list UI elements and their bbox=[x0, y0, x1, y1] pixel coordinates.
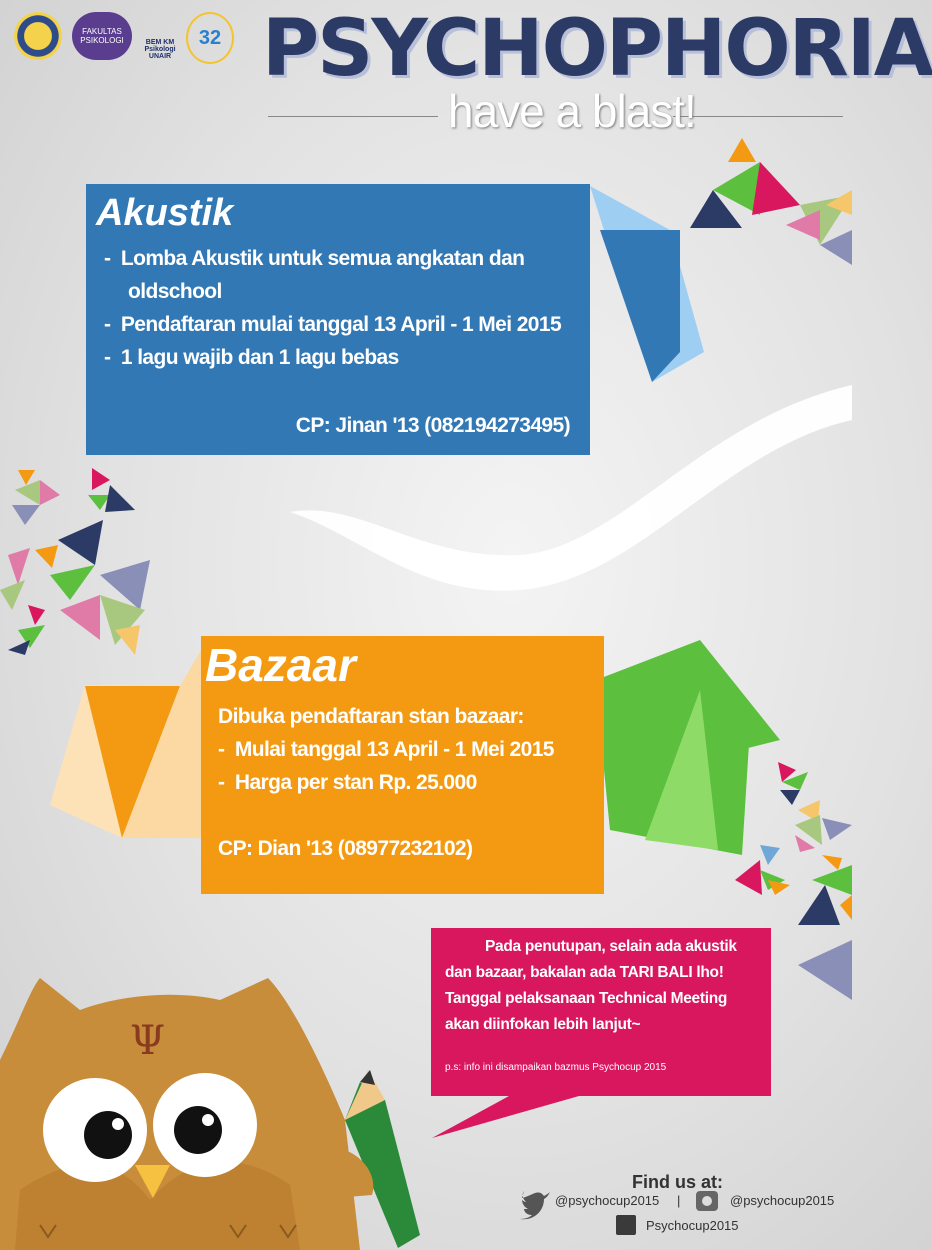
note-line-2: dan bazaar, bakalan ada TARI BALI lho! bbox=[445, 964, 724, 981]
facebook-page[interactable]: Psychocup2015 bbox=[646, 1218, 739, 1233]
tagline-row bbox=[268, 86, 843, 142]
akustik-contact: CP: Jinan '13 (082194273495) bbox=[295, 414, 570, 437]
akustik-bullet-1-cont: oldschool bbox=[128, 280, 222, 303]
note-bubble-tail bbox=[432, 1090, 600, 1138]
bazaar-contact: CP: Dian '13 (08977232102) bbox=[218, 837, 473, 860]
note-line-4: akan diinfokan lebih lanjut~ bbox=[445, 1016, 641, 1033]
psi-symbol: Ψ bbox=[130, 1018, 166, 1064]
owl-mascot bbox=[0, 978, 420, 1250]
bazaar-heading: Bazaar bbox=[205, 639, 356, 691]
anniversary-32-logo: 32 bbox=[186, 12, 234, 64]
facebook-icon bbox=[616, 1215, 636, 1235]
unair-seal-logo bbox=[14, 12, 62, 60]
akustik-fold-dark bbox=[600, 230, 680, 382]
note-line-3: Tanggal pelaksanaan Technical Meeting bbox=[445, 990, 728, 1007]
bazaar-intro: Dibuka pendaftaran stan bazaar: bbox=[218, 705, 524, 728]
tagline-rule-right bbox=[673, 116, 843, 117]
bem-logo: BEM KM Psikologi UNAIR bbox=[144, 39, 176, 60]
akustik-bullet-2: - Pendaftaran mulai tanggal 13 April - 1 Mei 2015 bbox=[104, 313, 562, 336]
fakultas-psikologi-logo: FAKULTAS PSIKOLOGI bbox=[72, 12, 132, 60]
bazaar-bullet-2: - Harga per stan Rp. 25.000 bbox=[218, 771, 477, 794]
akustik-bullet-1: - Lomba Akustik untuk semua angkatan dan bbox=[104, 247, 525, 270]
instagram-handle[interactable]: @psychocup2015 bbox=[730, 1193, 835, 1208]
akustik-heading: Akustik bbox=[96, 192, 234, 234]
twitter-handle[interactable]: @psychocup2015 bbox=[555, 1193, 660, 1208]
find-us-label: Find us at: bbox=[632, 1172, 723, 1192]
event-title: PSYCHOPHORIA bbox=[262, 4, 932, 94]
note-line-1: Pada penutupan, selain ada akustik bbox=[485, 938, 737, 955]
akustik-bullet-3: - 1 lagu wajib dan 1 lagu bebas bbox=[104, 346, 399, 369]
closing-note-bubble bbox=[431, 928, 771, 1096]
social-separator: | bbox=[677, 1193, 681, 1208]
akustik-panel bbox=[86, 184, 590, 455]
tagline-rule-left bbox=[268, 116, 438, 117]
bazaar-bullet-1: - Mulai tanggal 13 April - 1 Mei 2015 bbox=[218, 738, 554, 761]
tagline: have a blast! bbox=[448, 85, 696, 137]
twitter-bird-icon bbox=[520, 1191, 550, 1219]
logo-strip bbox=[14, 12, 229, 64]
note-ps: p.s: info ini disampaikan bazmus Psychocup 2015 bbox=[445, 1062, 667, 1073]
bazaar-panel bbox=[201, 636, 604, 894]
